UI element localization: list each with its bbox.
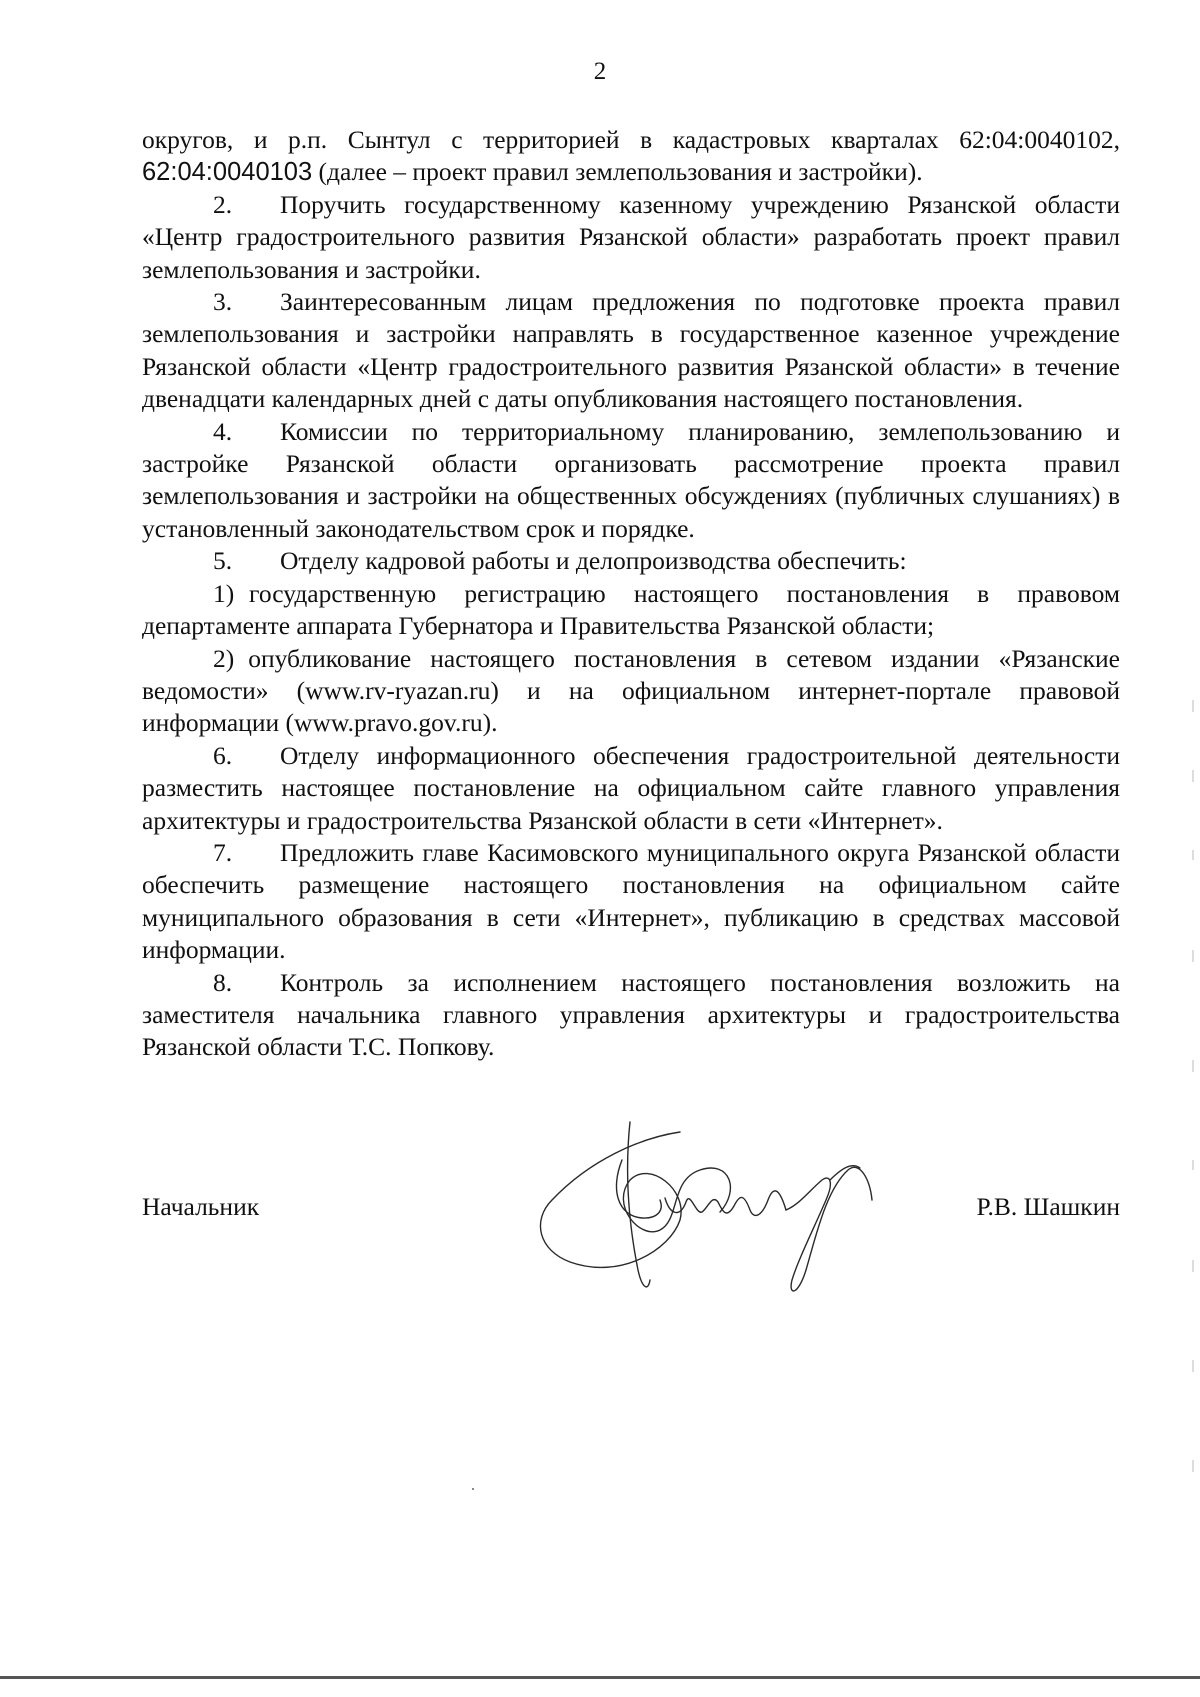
paragraph-number: 3. bbox=[213, 287, 233, 317]
scan-bottom-edge bbox=[0, 1676, 1200, 1679]
scan-speck bbox=[472, 1488, 474, 1490]
subparagraph-text: опубликование настоящего постановления в сетевом издании «Рязанские ведомости» (www.rv-ryazan.ru) и на официальном интернет-портале правовой информации (www.pravo.gov.ru). bbox=[142, 643, 1120, 738]
paragraph-text: Предложить главе Касимовского муниципального округа Рязанской области обеспечить размещение настоящего постановления на официальном сайте муниципального образования в сети «Интернет», публикацию в средствах массовой информации. bbox=[142, 837, 1120, 965]
intro-text-end: (далее – проект правил землепользования и застройки). bbox=[312, 157, 923, 187]
paragraph-3 bbox=[142, 286, 1120, 416]
paragraph-text: Поручить государственному казенному учреждению Рязанской области «Центр градостроительного развития Рязанской области» разработать проект правил землепользования и застройки. bbox=[142, 189, 1120, 284]
page-number: 2 bbox=[593, 58, 607, 85]
paragraph-8 bbox=[142, 967, 1120, 1064]
scan-edge-marks bbox=[1192, 700, 1194, 1520]
paragraph-number: 5. bbox=[213, 546, 233, 576]
paragraph-number: 2. bbox=[213, 189, 233, 219]
paragraph-number: 4. bbox=[213, 416, 233, 446]
paragraph-7 bbox=[142, 837, 1120, 967]
signature-block bbox=[142, 1192, 1120, 1232]
cadastral-number: 62:04:0040103 bbox=[142, 158, 313, 187]
subparagraph-number: 1) bbox=[213, 578, 235, 608]
document-body bbox=[142, 124, 1120, 1064]
subparagraph-text: государственную регистрацию настоящего постановления в правовом департаменте аппарата Губернатора и Правительства Рязанской области; bbox=[142, 578, 1120, 641]
paragraph-text: Отделу информационного обеспечения градостроительной деятельности разместить настоящее постановление на официальном сайте главного управления архитектуры и градостроительства Рязанской области в сети «Интернет». bbox=[142, 740, 1120, 835]
paragraph-6 bbox=[142, 740, 1120, 837]
paragraph-4 bbox=[142, 416, 1120, 546]
intro-text: округов, и р.п. Сынтул с территорией в кадастровых кварталах 62:04:0040102, bbox=[142, 125, 1120, 154]
paragraph-text: Отделу кадровой работы и делопроизводства обеспечить: bbox=[280, 546, 907, 576]
subparagraph-number: 2) bbox=[213, 643, 235, 673]
paragraph-text: Заинтересованным лицам предложения по подготовке проекта правил землепользования и застройки направлять в государственное казенное учреждение Рязанской области «Центр градостроительного развития Рязанской области» в течение двенадцати календарных дней с даты опубликования настоящего постановления. bbox=[142, 287, 1120, 414]
paragraph-2 bbox=[142, 189, 1120, 286]
signatory-title: Начальник bbox=[142, 1192, 260, 1221]
subparagraph-5-1 bbox=[142, 578, 1120, 643]
signatory-name: Р.В. Шашкин bbox=[976, 1192, 1120, 1221]
paragraph-number: 8. bbox=[213, 967, 233, 997]
paragraph-intro bbox=[142, 124, 1120, 189]
paragraph-number: 7. bbox=[213, 837, 233, 867]
paragraph-5 bbox=[142, 545, 1120, 577]
paragraph-text: Комиссии по территориальному планированию, землепользованию и застройке Рязанской области организовать рассмотрение проекта правил землепользования и застройки на общественных обсуждениях (публичных слушаниях) в установленный законодательством срок и порядке. bbox=[142, 416, 1120, 543]
subparagraph-5-2 bbox=[142, 643, 1120, 740]
paragraph-number: 6. bbox=[213, 740, 233, 770]
paragraph-text: Контроль за исполнением настоящего постановления возложить на заместителя начальника главного управления архитектуры и градостроительства Рязанской области Т.С. Попкову. bbox=[142, 967, 1120, 1062]
